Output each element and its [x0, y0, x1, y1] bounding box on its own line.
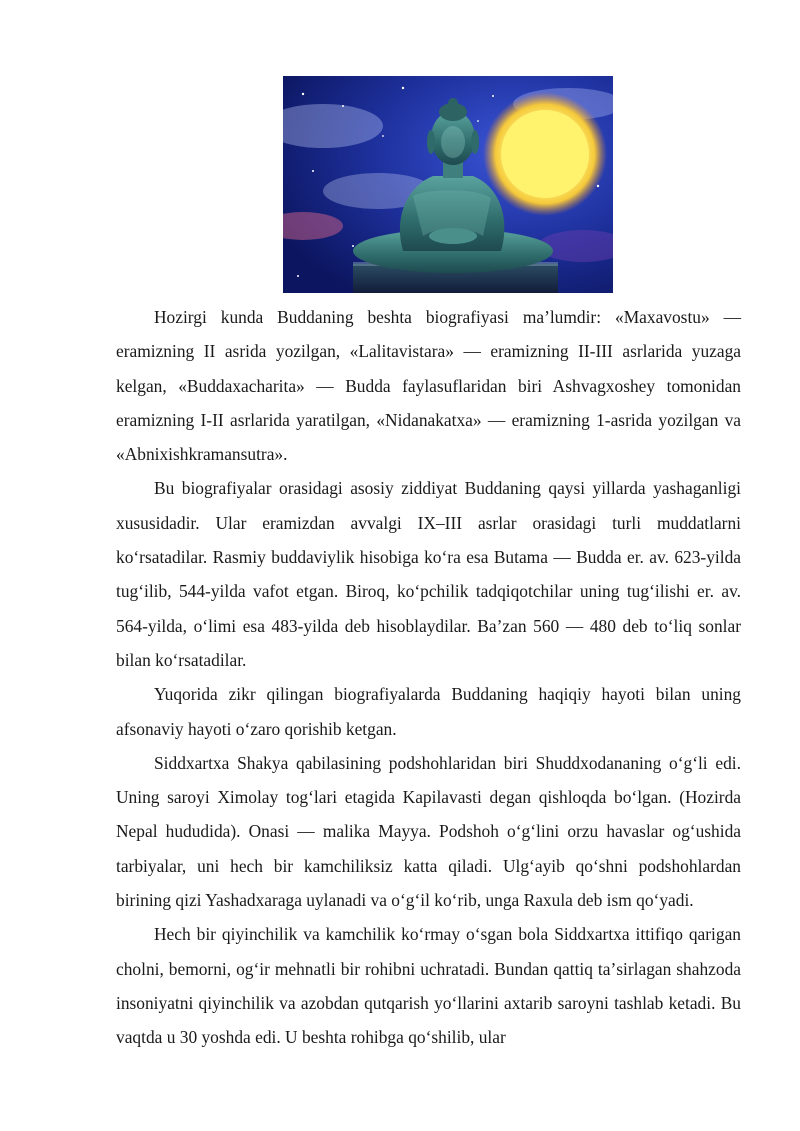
paragraph: Hozirgi kunda Buddaning beshta biografiyasi maʼlumdir: «Maxavostu» — eramizning II asrida yozilgan, «Lalitavistara» — eramizning II-III asrlarida yuzaga kelgan, «Buddaxacharita» — Budda faylasuflaridan biri Ashvagxoshey tomonidan eramizning I-II asrlarida yaratilgan, «Nidanakatxa» — eramizning 1-asrida yozilgan va «Abnixishkramansutra».: [116, 307, 741, 465]
buddha-illustration: [283, 76, 613, 293]
paragraph: Siddxartxa Shakya qabilasining podshohlaridan biri Shuddxodananing oʻgʻli edi. Uning saroyi Ximolay togʻlari etagida Kapilavasti degan qishloqda boʻlgan. (Hozirda Nepal hududida). Onasi — malika Mayya. Podshoh oʻgʻlini orzu havaslar ogʻushida tarbiyalar, uni hech bir kamchiliksiz katta qiladi. Ulgʻayib qoʻshni podshohlardan birining qizi Yashadxaraga uylanadi va oʻgʻil koʻrib, unga Raxula deb ism qoʻyadi.: [116, 752, 741, 911]
body-text: [116, 300, 741, 1055]
paragraph: Bu biografiyalar orasidagi asosiy ziddiyat Buddaning qaysi yillarda yashaganligi xususidadir. Ular eramizdan avvalgi IX–III asrlar orasidagi turli muddatlarni koʻrsatadilar. Rasmiy buddaviylik hisobiga koʻra esa Butama — Budda er. av. 623-yilda tugʻilib, 544-yilda vafot etgan. Biroq, koʻpchilik tadqiqotchilar uning tugʻilishi er. av. 564-yilda, oʻlimi esa 483-yilda deb hisoblaydilar. Baʼzan 560 — 480 deb toʻliq sonlar bilan koʻrsatadilar.: [116, 478, 741, 670]
paragraph: Yuqorida zikr qilingan biografiyalarda Buddaning haqiqiy hayoti bilan uning afsonaviy hayoti oʻzaro qorishib ketgan.: [116, 684, 741, 739]
paragraph: Hech bir qiyinchilik va kamchilik koʻrmay oʻsgan bola Siddxartxa ittifiqo qarigan cholni, bemorni, ogʻir mehnatli bir rohibni uchratadi. Bundan qattiq taʼsirlagan shahzoda insoniyatni qiyinchilik va azobdan qutqarish yoʻllarini axtarib saroyni tashlab ketadi. Bu vaqtda u 30 yoshda edi. U beshta rohibga qoʻshilib, ular: [116, 924, 741, 1048]
